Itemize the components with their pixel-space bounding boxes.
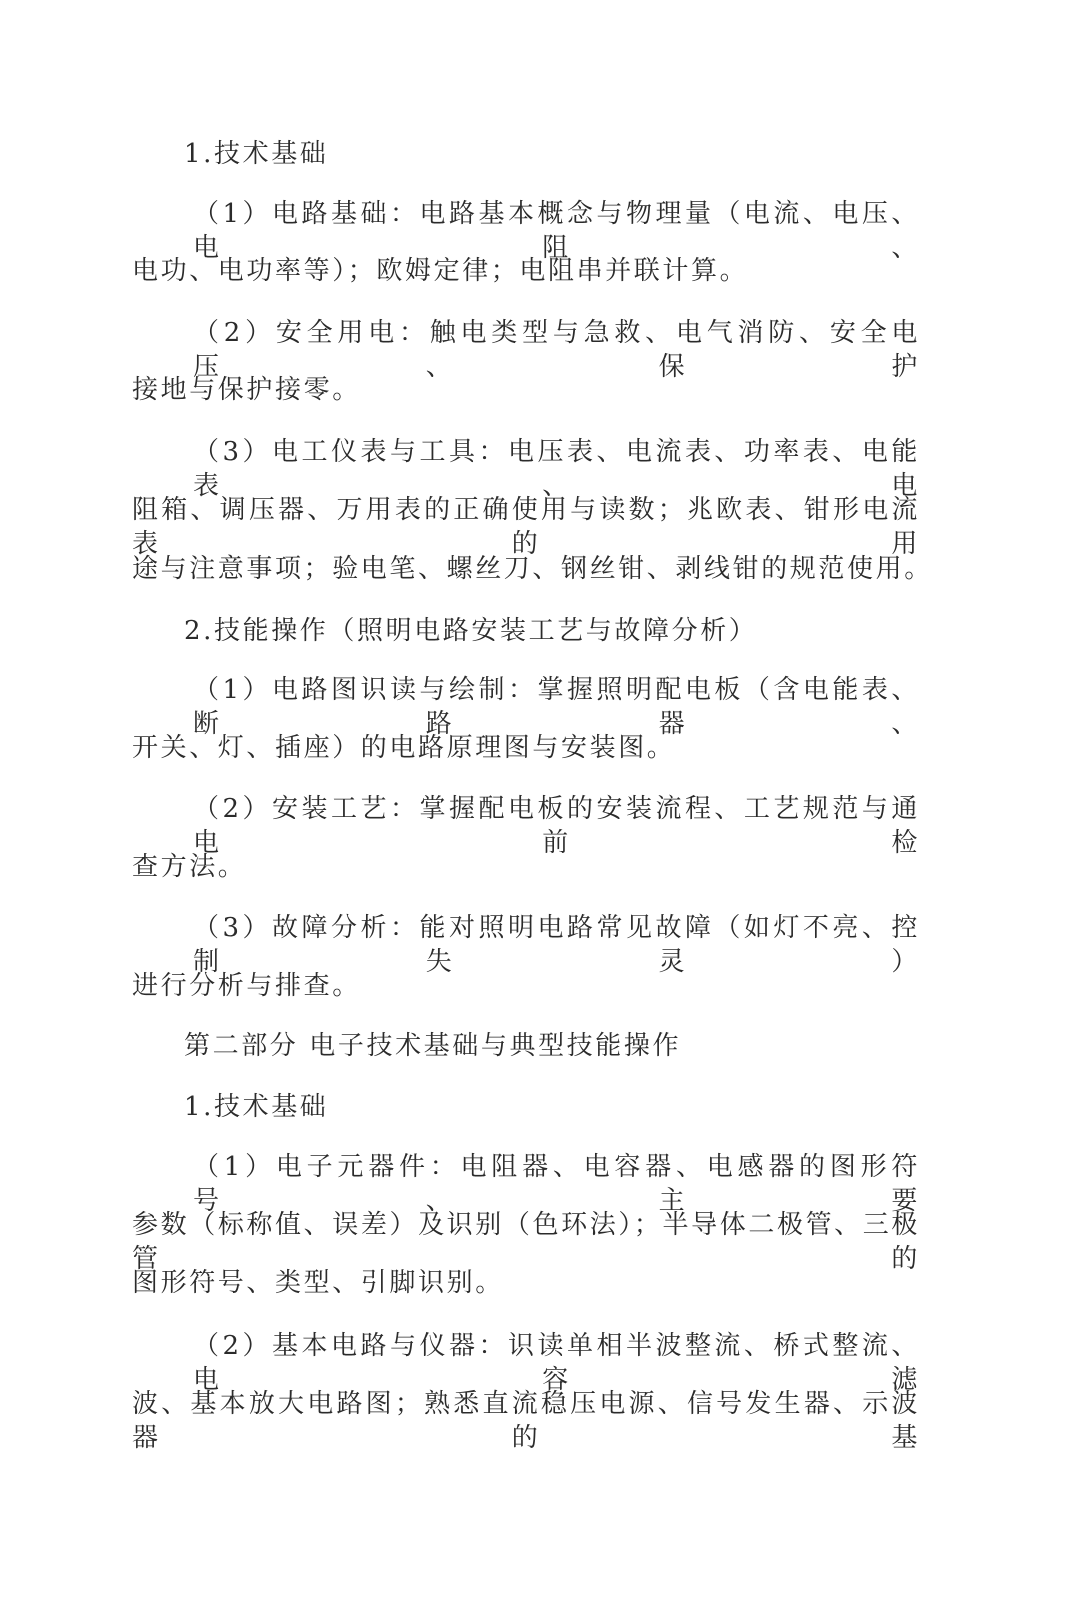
paragraph-line: 电功、电功率等）；欧姆定律；电阻串并联计算。 <box>132 256 749 286</box>
paragraph-line: 开关、灯、插座）的电路原理图与安装图。 <box>132 733 676 763</box>
paragraph-line: （2）安全用电：触电类型与急救、电气消防、安全电压、保护 <box>193 318 920 382</box>
paragraph-line: （3）故障分析：能对照明电路常见故障（如灯不亮、控制失灵） <box>193 913 920 977</box>
paragraph-line: （2）安装工艺：掌握配电板的安装流程、工艺规范与通电前检 <box>193 794 920 858</box>
paragraph-line: 途与注意事项；验电笔、螺丝刀、钢丝钳、剥线钳的规范使用。 <box>132 554 933 584</box>
heading-skill-operation: 2.技能操作（照明电路安装工艺与故障分析） <box>184 616 758 646</box>
paragraph-line: （1）电路基础：电路基本概念与物理量（电流、电压、电阻、 <box>193 199 920 263</box>
paragraph-line: 波、基本放大电路图；熟悉直流稳压电源、信号发生器、示波器的基 <box>132 1389 920 1453</box>
heading-technical-basics: 1.技术基础 <box>184 139 329 169</box>
paragraph-line: 进行分析与排查。 <box>132 971 361 1001</box>
heading-technical-basics-2: 1.技术基础 <box>184 1092 329 1122</box>
paragraph-line: 参数（标称值、误差）及识别（色环法）；半导体二极管、三极管的 <box>132 1210 920 1274</box>
paragraph-line: （3）电工仪表与工具：电压表、电流表、功率表、电能表、电 <box>193 437 920 501</box>
paragraph-line: （1）电路图识读与绘制：掌握照明配电板（含电能表、断路器、 <box>193 675 920 739</box>
paragraph-line: 接地与保护接零。 <box>132 375 361 405</box>
paragraph-line: 图形符号、类型、引脚识别。 <box>132 1268 504 1298</box>
paragraph-line: 阻箱、调压器、万用表的正确使用与读数；兆欧表、钳形电流表的用 <box>132 495 920 559</box>
section-heading-part-two: 第二部分 电子技术基础与典型技能操作 <box>184 1031 682 1061</box>
paragraph-line: 查方法。 <box>132 852 247 882</box>
paragraph-line: （2）基本电路与仪器：识读单相半波整流、桥式整流、电容滤 <box>193 1331 920 1395</box>
paragraph-line: （1）电子元器件：电阻器、电容器、电感器的图形符号、主要 <box>193 1152 920 1216</box>
